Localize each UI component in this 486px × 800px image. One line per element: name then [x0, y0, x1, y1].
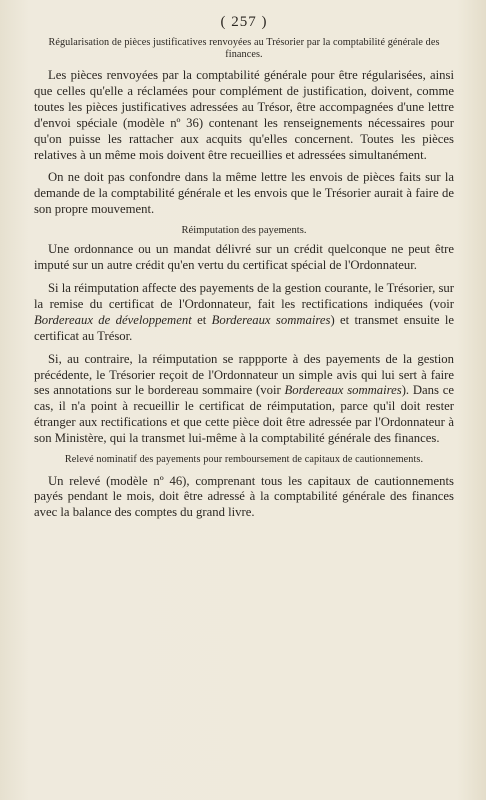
- text-run: ) et transmet ensuite le certificat au Trésor.: [34, 312, 455, 343]
- paragraph: Les pièces renvoyées par la comptabilité générale pour être régularisées, ainsi que celles qu'elle a réclamées pour complément de justification, doivent, comme toutes les pièces justificatives adressées au Trésor, être accompagnées d'une lettre d'envoi spéciale (modèle nº 36) contenant les renseignements nécessaires pour qu'on puisse les rattacher aux acquits qu'elles concernent. Toutes les pièces relatives à un même mois doivent être recueillies et adressées simultanément.: [34, 68, 454, 162]
- text-run: Si la réimputation affecte des payements de la gestion courante, le Trésorier, sur la remise du certificat de l'Ordonnateur, fait les rectifications indiquées (voir: [34, 280, 454, 311]
- paragraph: [34, 352, 454, 447]
- paragraph: On ne doit pas confondre dans la même lettre les envois de pièces faits sur la demande de la comptabilité générale et les envois que le Trésorier aurait à faire de son propre mouvement.: [34, 170, 454, 217]
- page-number: ( 257 ): [220, 14, 268, 30]
- section-heading-releve: Relevé nominatif des payements pour remboursement de capitaux de cautionnements.: [64, 454, 424, 466]
- section-heading-regularisation: Régularisation de pièces justificatives renvoyées au Trésorier par la comptabilité générale des finances.: [48, 37, 440, 60]
- italic-reference: Bordereaux sommaires: [211, 312, 331, 327]
- italic-reference: Bordereaux de développement: [34, 312, 192, 327]
- paragraph: [34, 281, 454, 345]
- text-run: et: [191, 312, 212, 327]
- paragraph: Une ordonnance ou un mandat délivré sur un crédit quelconque ne peut être imputé sur un autre crédit qu'en vertu du certificat spécial de l'Ordonnateur.: [34, 242, 454, 273]
- section-heading-reimputation: Réimputation des payements.: [181, 225, 307, 237]
- text-run: Si, au contraire, la réimputation se rappporte à des payements de la gestion précédente, le Trésorier reçoit de l'Ordonnateur un simple avis qui lui sert à faire ses annotations sur le bordereau sommaire (voir: [34, 351, 454, 398]
- italic-reference: Bordereaux sommaires: [284, 383, 402, 398]
- text-run: ). Dans ce cas, il n'a point à recueillir le certificat de réimputation, parce qu'il doit rester étranger aux rectifications et que cette pièce doit être adressée par l'Ordonnateur à son Ministère, qui la transmet lui-même à la comptabilité générale des finances.: [34, 383, 454, 446]
- paragraph: Un relevé (modèle nº 46), comprenant tous les capitaux de cautionnements payés pendant le mois, doit être adressé à la comptabilité générale des finances avec la balance des comptes du grand livre.: [34, 473, 454, 520]
